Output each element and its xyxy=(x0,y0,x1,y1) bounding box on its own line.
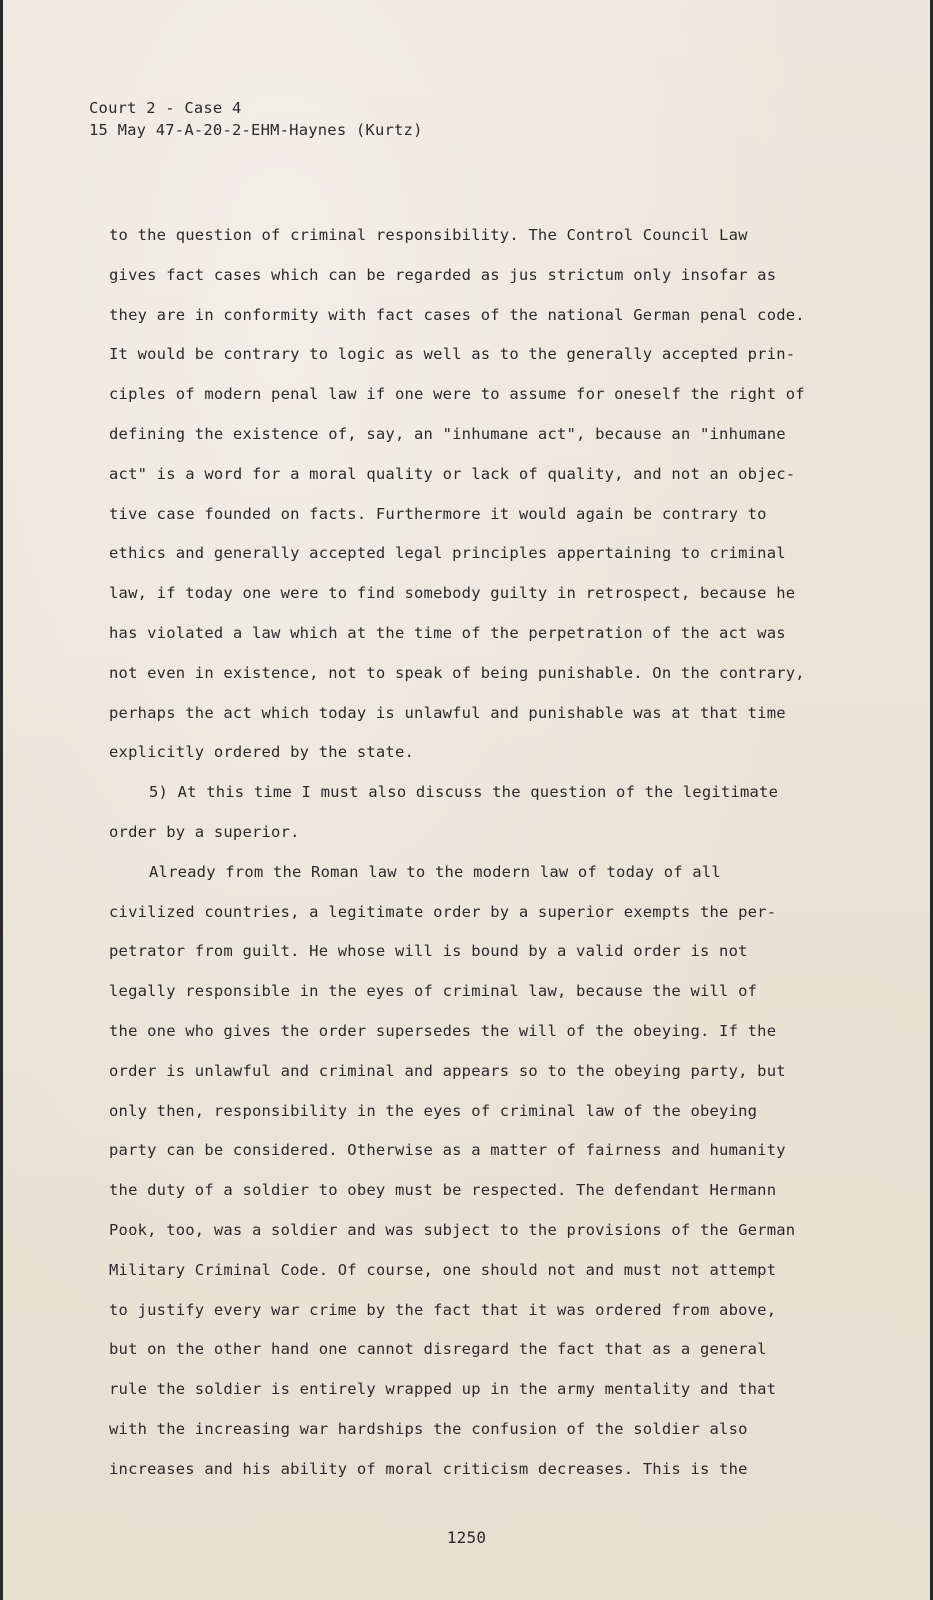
document-header xyxy=(89,97,423,141)
text-line: but on the other hand one cannot disregard the fact that as a general xyxy=(109,1340,767,1359)
text-line: It would be contrary to logic as well as to the generally accepted prin- xyxy=(109,345,796,364)
text-line: party can be considered. Otherwise as a matter of fairness and humanity xyxy=(109,1141,786,1160)
text-line: they are in conformity with fact cases of the national German penal code. xyxy=(109,305,805,324)
text-line: increases and his ability of moral criticism decreases. This is the xyxy=(109,1459,748,1478)
text-line: 5) At this time I must also discuss the question of the legitimate xyxy=(149,783,779,802)
text-line: has violated a law which at the time of the perpetration of the act was xyxy=(109,623,786,642)
text-line: order by a superior. xyxy=(109,822,300,841)
text-line: ciples of modern penal law if one were to assume for oneself the right of xyxy=(109,385,805,404)
text-line: law, if today one were to find somebody guilty in retrospect, because he xyxy=(109,584,796,603)
page-number: 1250 xyxy=(446,1528,487,1547)
text-line: ethics and generally accepted legal principles appertaining to criminal xyxy=(109,544,786,563)
text-line: explicitly ordered by the state. xyxy=(109,743,415,762)
text-line: tive case founded on facts. Furthermore it would again be contrary to xyxy=(109,504,767,523)
text-line: order is unlawful and criminal and appears so to the obeying party, but xyxy=(109,1061,786,1080)
text-line: Military Criminal Code. Of course, one should not and must not attempt xyxy=(109,1260,777,1279)
text-line: act" is a word for a moral quality or lack of quality, and not an objec- xyxy=(109,464,796,483)
header-court-case: Court 2 - Case 4 xyxy=(89,99,242,117)
text-line: rule the soldier is entirely wrapped up in the army mentality and that xyxy=(109,1380,777,1399)
text-line: to justify every war crime by the fact that it was ordered from above, xyxy=(109,1300,777,1319)
header-reference: 15 May 47-A-20-2-EHM-Haynes (Kurtz) xyxy=(89,121,423,139)
text-line: defining the existence of, say, an "inhumane act", because an "inhumane xyxy=(109,424,786,443)
text-line: not even in existence, not to speak of being punishable. On the contrary, xyxy=(109,663,805,682)
text-line: the duty of a soldier to obey must be respected. The defendant Hermann xyxy=(109,1181,777,1200)
text-line: gives fact cases which can be regarded as jus strictum only insofar as xyxy=(109,265,777,284)
text-line: with the increasing war hardships the confusion of the soldier also xyxy=(109,1419,748,1438)
text-line: petrator from guilt. He whose will is bound by a valid order is not xyxy=(109,942,748,961)
page-border-left xyxy=(0,0,3,1600)
text-line: to the question of criminal responsibility. The Control Council Law xyxy=(109,226,748,244)
text-line: legally responsible in the eyes of criminal law, because the will of xyxy=(109,982,758,1001)
text-line: perhaps the act which today is unlawful and punishable was at that time xyxy=(109,703,786,722)
text-line: the one who gives the order supersedes the will of the obeying. If the xyxy=(109,1021,777,1040)
text-line: civilized countries, a legitimate order by a superior exempts the per- xyxy=(109,902,777,921)
text-line: only then, responsibility in the eyes of criminal law of the obeying xyxy=(109,1101,758,1120)
text-line: Already from the Roman law to the modern law of today of all xyxy=(149,862,721,881)
body-text xyxy=(109,216,849,1490)
text-line: Pook, too, was a soldier and was subject to the provisions of the German xyxy=(109,1220,796,1239)
